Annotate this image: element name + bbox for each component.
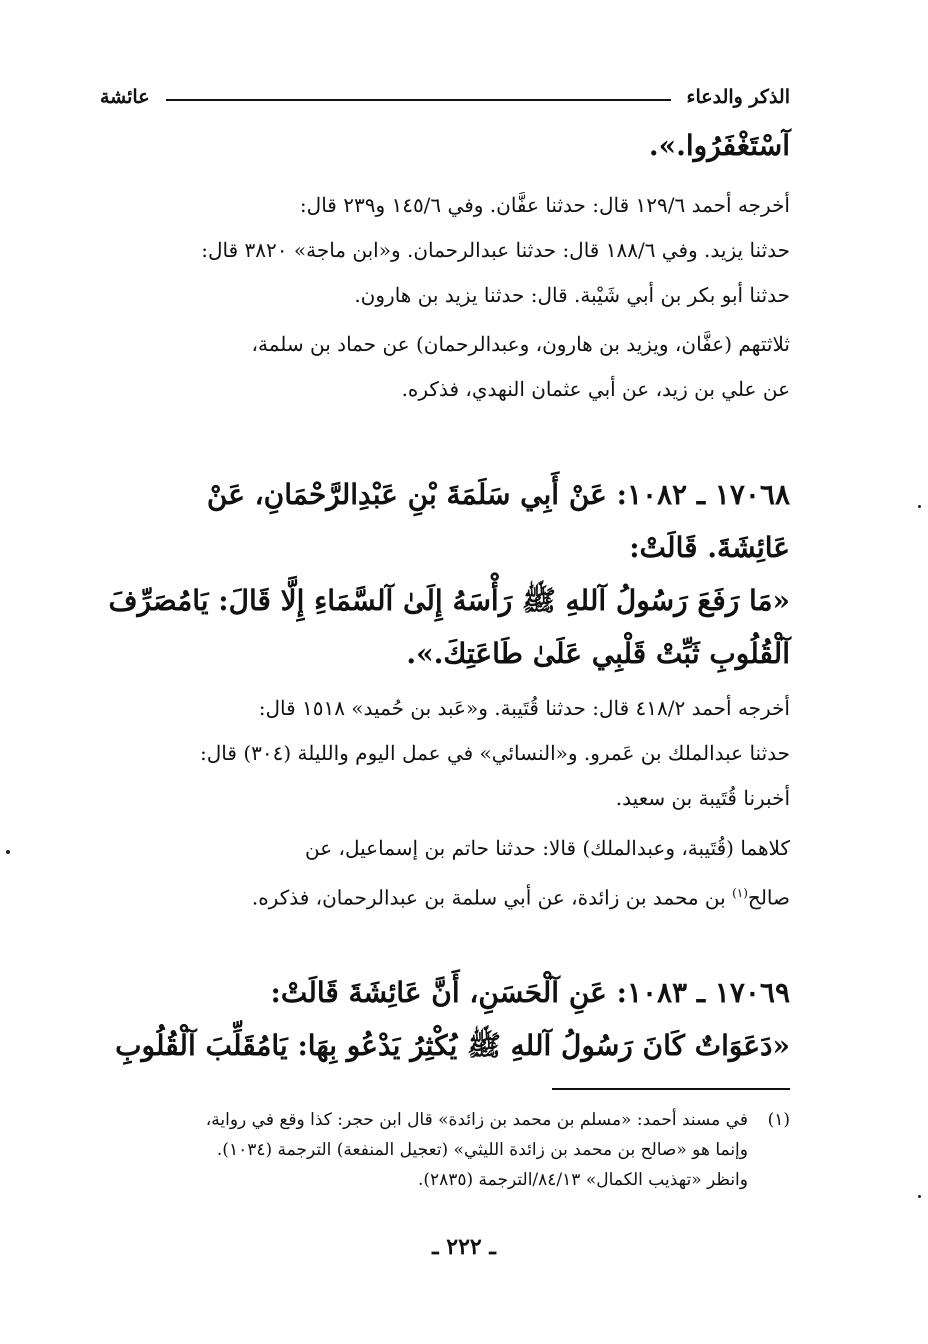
hadith-17069 [100, 966, 790, 1072]
footnote [100, 1105, 790, 1195]
running-header [100, 80, 790, 114]
header-chapter-title: الذكر والدعاء [686, 86, 790, 108]
text-line: عن علي بن زيد، عن أبي عثمان النهدي، فذكره. [401, 377, 790, 401]
text-line: حدثنا عبدالملك بن عَمرو. و«النسائي» في عمل اليوم والليلة (٣٠٤) قال: [200, 741, 790, 765]
takhrij-paragraph-2 [100, 322, 790, 412]
footnote-line: وانظر «تهذيب الكمال» ٨٤/١٣/الترجمة (٢٨٣٥). [417, 1170, 748, 1190]
text-segment: صالح [747, 885, 790, 910]
text-line: حدثنا يزيد. وفي ١٨٨/٦ قال: حدثنا عبدالرحمان. و«ابن ماجة» ٣٨٢٠ قال: [201, 238, 790, 262]
footnote-number: (١) [767, 1110, 790, 1130]
hadith-17068-intro [100, 468, 790, 574]
takhrij-paragraph-1 [100, 183, 790, 318]
text-line: أخبرنا قُتَيبة بن سعيد. [615, 786, 790, 810]
footnote-line: في مسند أحمد: «مسلم بن محمد بن زائدة» قال ابن حجر: كذا وقع في رواية، [205, 1110, 748, 1130]
text-line: أخرجه أحمد ٤١٨/٢ قال: حدثنا قُتَيبة. و«عَبد بن حُميد» ١٥١٨ قال: [258, 696, 790, 720]
text-line: ثلاثتهم (عفَّان، ويزيد بن هارون، وعبدالرحمان) عن حماد بن سلمة، [251, 332, 790, 356]
footnote-body [100, 1105, 748, 1195]
page-number: ـ ٢٢٢ ـ [432, 1234, 496, 1260]
hadith-line: عَائِشَةَ. قَالَتْ: [629, 531, 790, 564]
hadith-line: «دَعَوَاتٌ كَانَ رَسُولُ آللهِ ﷺ يُكْثِرُ يَدْعُو بِهَا: يَامُقَلِّبَ آلْقُلُوبِ [115, 1029, 790, 1062]
takhrij-paragraph-3 [100, 686, 790, 821]
hadith-17068-text [100, 574, 790, 680]
scan-speck [6, 850, 10, 854]
text-line: أخرجه أحمد ١٢٩/٦ قال: حدثنا عفَّان. وفي ١٤٥/٦ و٢٣٩ قال: [299, 193, 790, 217]
header-rule [166, 99, 671, 101]
takhrij-paragraph-4 [100, 826, 790, 921]
hadith-line: ١٧٠٦٩ ـ ١٠٨٣: عَنِ آلْحَسَنِ، أَنَّ عَائِشَةَ قَالَتْ: [270, 976, 790, 1009]
text-line [100, 871, 790, 921]
text-line: حدثنا أبو بكر بن أبي شَيْبة. قال: حدثنا يزيد بن هارون. [354, 283, 790, 307]
header-section-title: عائشة [100, 86, 150, 108]
footnote-marker[interactable]: (١) [732, 886, 748, 900]
hadith-line: «مَا رَفَعَ رَسُولُ آللهِ ﷺ رَأْسَهُ إِلَىٰ آلسَّمَاءِ إِلَّا قَالَ: يَامُصَرِّفَ [108, 584, 790, 617]
hadith-line: ١٧٠٦٨ ـ ١٠٨٢: عَنْ أَبِي سَلَمَةَ بْنِ عَبْدِالرَّحْمَانِ، عَنْ [206, 478, 790, 511]
hadith-line: آلْقُلُوبِ ثَبِّتْ قَلْبِي عَلَىٰ طَاعَتِكَ.». [406, 637, 790, 670]
scan-speck [918, 505, 921, 508]
previous-hadith-continuation: آسْتَغْفَرُوا.». [648, 129, 790, 162]
footnote-separator [552, 1088, 790, 1090]
text-line: كلاهما (قُتَيبة، وعبدالملك) قالا: حدثنا حاتم بن إسماعيل، عن [305, 836, 790, 860]
footnote-line: وإنما هو «صالح بن محمد بن زائدة الليثي» (تعجيل المنفعة) الترجمة (١٠٣٤). [216, 1140, 748, 1160]
scan-speck [918, 1195, 921, 1198]
text-segment: بن محمد بن زائدة، عن أبي سلمة بن عبدالرحمان، فذكره. [251, 885, 733, 910]
